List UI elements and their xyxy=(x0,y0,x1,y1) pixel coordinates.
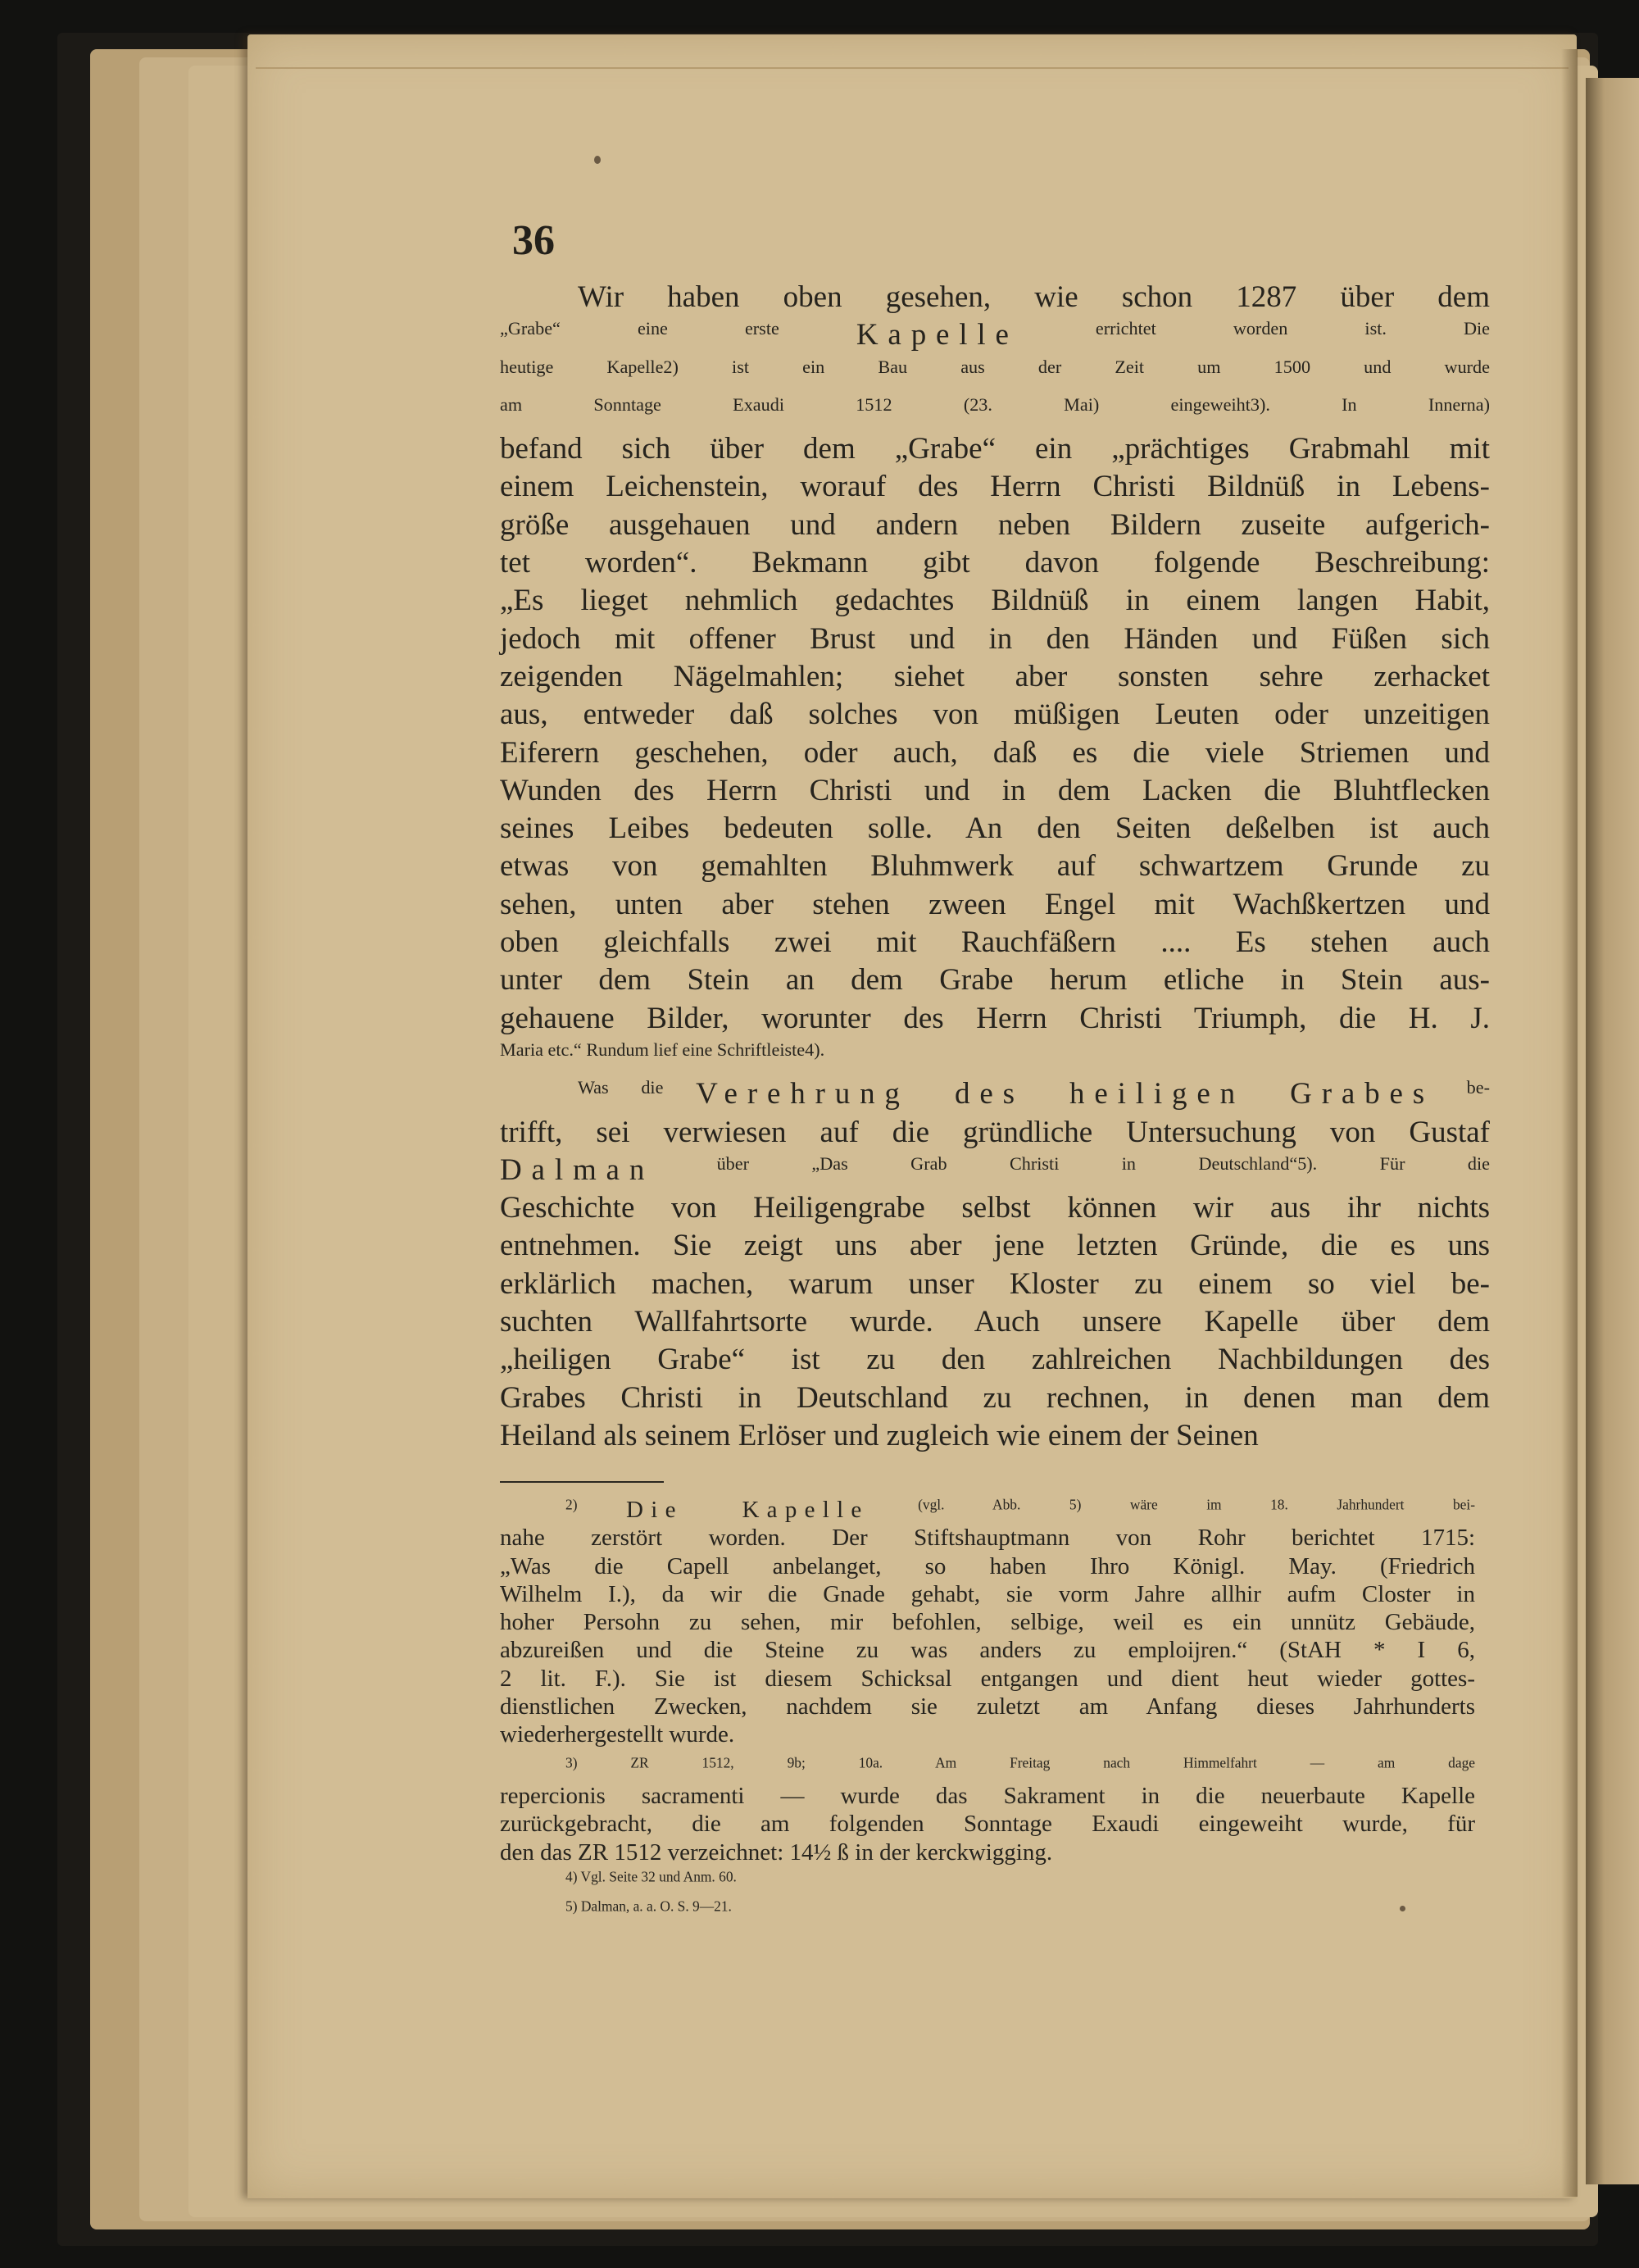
text-line: Wir haben oben gesehen, wie schon 1287 über dem xyxy=(578,280,1490,314)
text-line xyxy=(500,393,1490,430)
text-line xyxy=(500,1038,1490,1075)
text-line: Geschichte von Heiligengrabe selbst können wir aus ihr nichts xyxy=(500,1191,1490,1225)
text-line xyxy=(500,355,1490,393)
text-run: „Grabe“ eine erste xyxy=(500,318,856,339)
footnote-marker: 2 xyxy=(565,1496,573,1513)
text-line: unter dem Stein an dem Grabe herum etliche in Stein aus- xyxy=(500,963,1490,998)
text-run: Maria etc.“ Rundum lief eine Schriftleiste xyxy=(500,1039,806,1060)
text-run: errichtet worden ist. Die xyxy=(1018,318,1490,339)
text-line: nahe zerstört worden. Der Stiftshauptmann von Rohr berichtet 1715: xyxy=(500,1525,1475,1552)
text-line: Grabes Christi in Deutschland zu rechnen, in denen man dem xyxy=(500,1380,1490,1415)
paragraph-2 xyxy=(500,1075,1490,1455)
text-line: Wilhelm I.), da wir die Gnade gehabt, sie vorm Jahre allhir aufm Closter in xyxy=(500,1580,1475,1607)
page-number: 36 xyxy=(512,217,555,264)
text-line: wiederhergestellt wurde. xyxy=(500,1721,735,1748)
body-text xyxy=(500,279,1490,1455)
text-run: über „Das Grab Christi in Deutschland“ xyxy=(654,1152,1298,1174)
text-run: ). xyxy=(814,1039,825,1060)
paper-speck xyxy=(594,156,601,164)
footnote-4 xyxy=(500,1868,1475,1896)
text-line: trifft, sei verwiesen auf die gründliche Untersuchung von Gustaf xyxy=(500,1115,1490,1149)
text-line xyxy=(500,1152,1490,1189)
text-line: Heiland als seinem Erlöser und zugleich wie einem der Seinen xyxy=(500,1418,1259,1452)
text-run: ) Dalman, a. a. O. S. 9—21. xyxy=(572,1898,732,1915)
footnotes xyxy=(500,1496,1475,1925)
text-run: ) ZR 1512, 9b; 10a. Am Freitag nach Himmelfahrt — am dage xyxy=(572,1754,1475,1771)
text-line: zeigenden Nägelmahlen; siehet aber sonsten sehre zerhacket xyxy=(500,659,1490,693)
text-line: gehauene Bilder, worunter des Herrn Christi Triumph, die H. J. xyxy=(500,1001,1490,1035)
text-run: ). Für die xyxy=(1306,1152,1490,1174)
text-line: oben gleichfalls zwei mit Rauchfäßern .... Es stehen auch xyxy=(500,925,1490,960)
text-line: 2 lit. F.). Sie ist diesem Schicksal entgangen und dient heut wieder gottes- xyxy=(500,1665,1475,1692)
footnote-marker: 3 xyxy=(1250,393,1260,415)
text-line: hoher Persohn zu sehen, mir befohlen, selbige, weil es ein unnütz Gebäude, xyxy=(500,1609,1475,1636)
text-line: größe ausgehauen und andern neben Bildern zuseite aufgerich- xyxy=(500,507,1490,542)
spaced-emphasis: Die Kapelle xyxy=(626,1497,869,1523)
text-line: einem Leichenstein, worauf des Herrn Christi Bildnüß in Lebens- xyxy=(500,470,1490,504)
text-line: befand sich über dem „Grabe“ ein „prächtiges Grabmahl mit xyxy=(500,432,1490,466)
footnote-marker: 4 xyxy=(565,1868,573,1885)
text-line: entnehmen. Sie zeigt uns aber jene letzten Gründe, die es uns xyxy=(500,1229,1490,1263)
text-line: tet worden“. Bekmann gibt davon folgende Beschreibung: xyxy=(500,546,1490,580)
text-run: ). In Innern xyxy=(1259,393,1476,415)
text-run: ) ist ein Bau aus der Zeit um 1500 und wurde xyxy=(672,356,1490,377)
footnote-marker: a xyxy=(1475,393,1484,415)
text-line: abzureißen und die Steine zu was anders zu emploijren.“ (StAH * I 6, xyxy=(500,1637,1475,1664)
text-run: heutige Kapelle xyxy=(500,356,664,377)
text-line: repercionis sacramenti — wurde das Sakrament in die neuerbaute Kapelle xyxy=(500,1782,1475,1809)
footnote-marker: 5 xyxy=(565,1898,573,1915)
text-line: Eiferern geschehen, oder auch, daß es die viele Striemen und xyxy=(500,735,1490,770)
footnote-5 xyxy=(500,1898,1475,1925)
text-line: suchten Wallfahrtsorte wurde. Auch unsere Kapelle über dem xyxy=(500,1305,1490,1339)
footnote-rule xyxy=(500,1481,664,1483)
text-line xyxy=(500,316,1490,354)
text-line: „Was die Capell anbelanget, so haben Ihro Königl. May. (Friedrich xyxy=(500,1552,1475,1579)
text-line: den das ZR 1512 verzeichnet: 14½ ß in der kerckwigging. xyxy=(500,1838,1053,1866)
footnote-2 xyxy=(500,1496,1475,1749)
footnote-marker: 2 xyxy=(663,356,673,377)
spaced-emphasis: Dalman xyxy=(500,1152,655,1187)
text-line: Wunden des Herrn Christi und in dem Lacken die Bluhtflecken xyxy=(500,773,1490,807)
text-run: Was die xyxy=(578,1077,697,1098)
text-line: erklärlich machen, warum unser Kloster zu einem so viel be- xyxy=(500,1266,1490,1301)
text-run: am Sonntage Exaudi 1512 (23. Mai) eingeweiht xyxy=(500,393,1251,415)
page-gutter-shadow xyxy=(1561,49,1578,2197)
spaced-emphasis: Kapelle xyxy=(856,318,1019,352)
text-line: seines Leibes bedeuten solle. An den Seiten deßelben ist auch xyxy=(500,811,1490,846)
text-run: (vgl. Abb. 5) wäre im 18. Jahrhundert bei- xyxy=(869,1496,1476,1513)
text-line: „Es lieget nehmlich gedachtes Bildnüß in einem langen Habit, xyxy=(500,584,1490,618)
text-line: dienstlichen Zwecken, nachdem sie zuletzt am Anfang dieses Jahrhunderts xyxy=(500,1693,1475,1720)
spaced-emphasis: Verehrung des heiligen Grabes xyxy=(696,1077,1434,1111)
text-line: etwas von gemahlten Bluhmwerk auf schwartzem Grunde zu xyxy=(500,849,1490,884)
footnote-marker: 5 xyxy=(1297,1152,1307,1174)
page-edge xyxy=(256,67,1569,69)
text-line xyxy=(500,1496,1475,1524)
text-run: ) Vgl. Seite 32 und Anm. 60. xyxy=(572,1868,737,1885)
text-line xyxy=(500,1754,1475,1782)
text-line xyxy=(500,1075,1490,1113)
text-line: „heiligen Grabe“ ist zu den zahlreichen Nachbildungen des xyxy=(500,1343,1490,1377)
text-line: sehen, unten aber stehen zween Engel mit Wachßkertzen und xyxy=(500,887,1490,921)
text-line xyxy=(500,1898,1475,1925)
text-line xyxy=(500,1868,1475,1896)
text-line: jedoch mit offener Brust und in den Händen und Füßen sich xyxy=(500,621,1490,656)
text-run: ) xyxy=(1483,393,1490,415)
text-run: ) xyxy=(572,1496,627,1513)
paragraph-1 xyxy=(500,279,1490,1075)
next-page-edge xyxy=(1586,78,1639,2184)
text-run: be- xyxy=(1433,1077,1490,1098)
text-line: zurückgebracht, die am folgenden Sonntage Exaudi eingeweiht wurde, für xyxy=(500,1811,1475,1838)
text-line: aus, entweder daß solches von müßigen Leuten oder unzeitigen xyxy=(500,698,1490,732)
footnote-3 xyxy=(500,1754,1475,1866)
footnote-marker: 3 xyxy=(565,1754,573,1771)
footnote-marker: 4 xyxy=(805,1039,815,1060)
